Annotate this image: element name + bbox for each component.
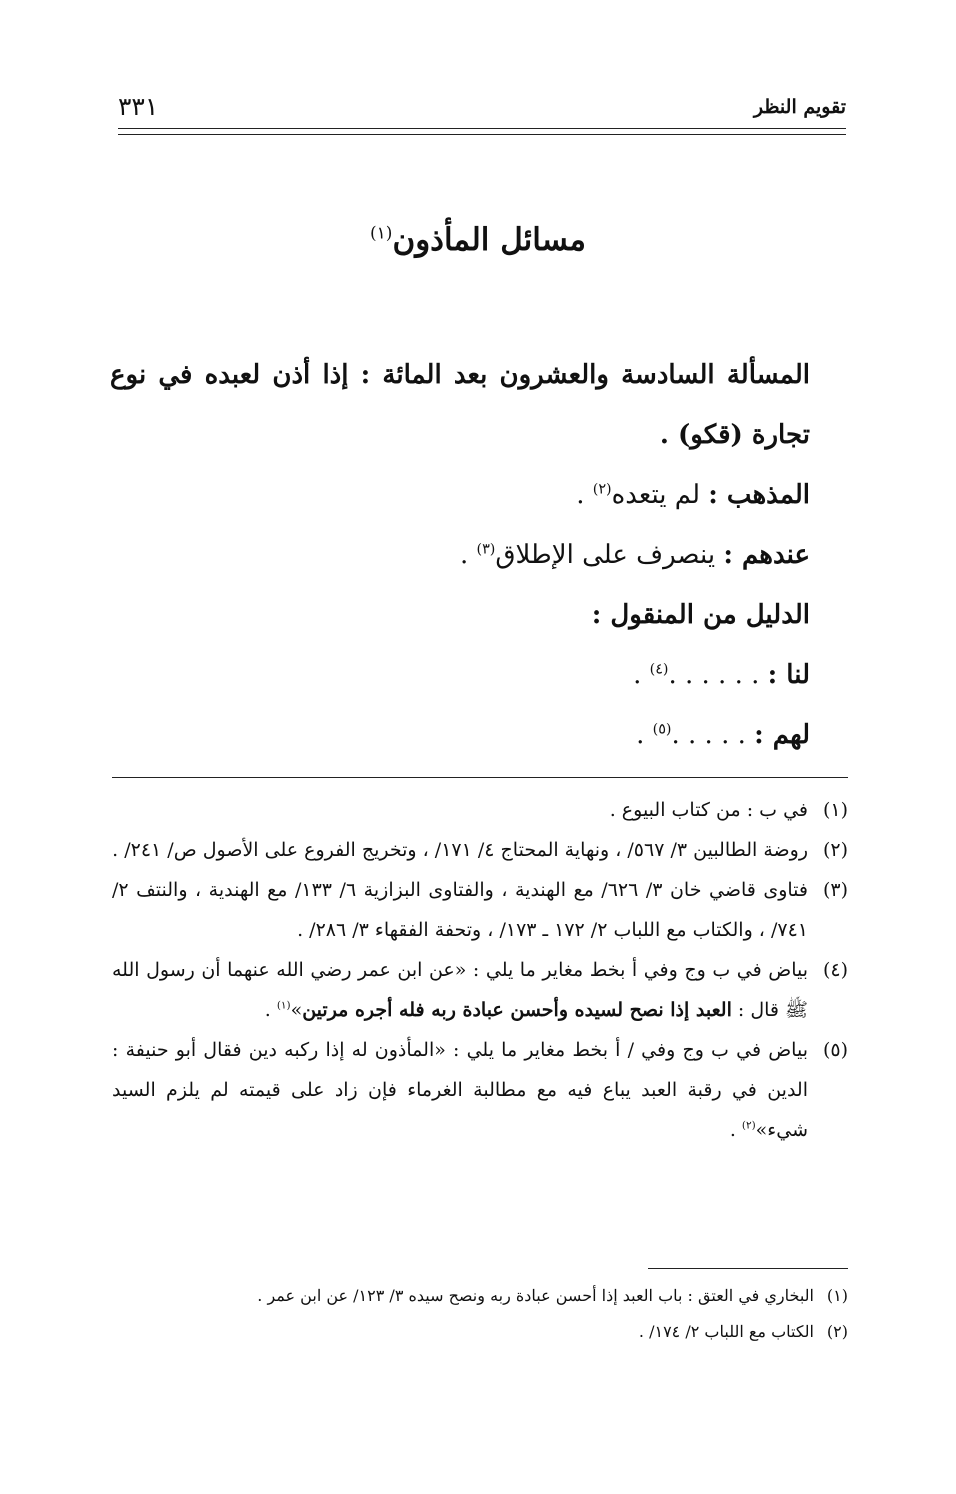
subnotes: [112, 1278, 848, 1350]
footnote-number: (٤): [822, 959, 848, 981]
them-line: [110, 705, 810, 765]
theirs-end: .: [460, 540, 469, 570]
footnote-text: فتاوى قاضي خان ٣/ ٦٢٦/ مع الهندية ، والفتاوى البزازية ٦/ ١٣٣/ مع الهندية ، والنتف ٢/ ٧٤١/ ، والكتاب مع اللباب ٢/ ١٧٢ ـ ١٧٣/ ، وتحفة الفقهاء ٣/ ٢٨٦/ .: [112, 879, 808, 941]
footnotes: [112, 790, 848, 1150]
evidence-line: [110, 585, 810, 645]
issue-heading: المسألة السادسة والعشرون بعد المائة : إذا أذن لعبده في نوع تجارة (قكو) .: [110, 360, 810, 450]
footnote-text: روضة الطالبين ٣/ ٥٦٧/ ، ونهاية المحتاج ٤/ ١٧١/ ، وتخريج الفروع على الأصول ص/ ٢٤١/ .: [112, 839, 808, 861]
chapter-title-text: مسائل المأذون: [392, 222, 587, 258]
footnote-rule: [112, 777, 848, 778]
theirs-label: عندهم :: [723, 540, 810, 570]
footnote-number: (٥): [822, 1039, 848, 1061]
subnote-rule: [648, 1268, 848, 1269]
subnote-number: (٢): [826, 1322, 848, 1341]
footnote-4: [112, 950, 848, 1030]
madhhab-label: المذهب :: [708, 480, 810, 510]
theirs-note-ref: (٣): [476, 541, 496, 558]
madhhab-text: لم يتعده: [611, 480, 701, 510]
running-title: تقويم النظر: [753, 96, 846, 118]
hadith-quote: العبد إذا نصح لسيده وأحسن عبادة ربه فله أجره مرتين: [302, 999, 732, 1021]
ours-label: لنا :: [767, 660, 810, 690]
chapter-title: [0, 222, 956, 258]
main-text: [110, 345, 810, 765]
footnote-text: في ب : من كتاب البيوع .: [609, 799, 808, 821]
footnote-end: .: [729, 1119, 742, 1141]
ours-line: [110, 645, 810, 705]
footnote-1: [112, 790, 848, 830]
running-head: [118, 92, 846, 126]
subnote-text: الكتاب مع اللباب ٢/ ١٧٤/ .: [638, 1322, 814, 1341]
evidence-label: الدليل من المنقول :: [591, 600, 810, 630]
footnote-2: [112, 830, 848, 870]
chapter-title-note-ref: (١): [369, 223, 393, 244]
footnote-3: [112, 870, 848, 950]
them-label: لهم :: [754, 720, 810, 750]
footnote-note-ref: (٢): [741, 1119, 756, 1132]
subnote-1: [112, 1278, 848, 1314]
ours-note-ref: (٤): [649, 661, 669, 678]
theirs-text: ينصرف على الإطلاق: [495, 540, 716, 570]
them-note-ref: (٥): [652, 721, 672, 738]
subnote-number: (١): [826, 1286, 848, 1305]
footnote-text: [112, 1030, 808, 1150]
footnote-end: .: [264, 999, 277, 1021]
footnote-5: [112, 1030, 848, 1150]
footnote-number: (٢): [822, 839, 848, 861]
them-end: .: [636, 720, 645, 750]
ours-dots: . . . . . .: [668, 660, 760, 690]
footnote-number: (١): [822, 799, 848, 821]
footnote-quote-close: »: [290, 999, 303, 1021]
them-dots: . . . . .: [671, 720, 746, 750]
theirs-line: [110, 525, 810, 585]
footnote-text-part: بياض في ب وج وفي أ بخط مغاير ما يلي : «عن ابن عمر رضي الله عنهما أن رسول الله ﷺ قال :: [112, 959, 808, 1021]
subnote-text: البخاري في العتق : باب العبد إذا أحسن عبادة ربه ونصح سيده ٣/ ١٢٣/ عن ابن عمر .: [257, 1286, 814, 1305]
page-number: ٣٣١: [118, 92, 159, 121]
footnote-text-part: بياض في ب وج وفي / أ بخط مغاير ما يلي : «المأذون له إذا ركبه دين فقال أبو حنيفة : الدين في رقبة العبد يباع فيه مع مطالبة الغرماء فإن زاد على قيمته لم يلزم السيد شيء»: [112, 1039, 808, 1141]
footnote-note-ref: (١): [276, 999, 291, 1012]
footnote-text: [112, 950, 808, 1030]
ours-end: .: [633, 660, 642, 690]
footnote-number: (٣): [822, 879, 848, 901]
madhhab-end: .: [576, 480, 585, 510]
madhhab-note-ref: (٢): [592, 481, 612, 498]
subnote-2: [112, 1314, 848, 1350]
header-double-rule: [118, 128, 846, 135]
madhhab-line: [110, 465, 810, 525]
